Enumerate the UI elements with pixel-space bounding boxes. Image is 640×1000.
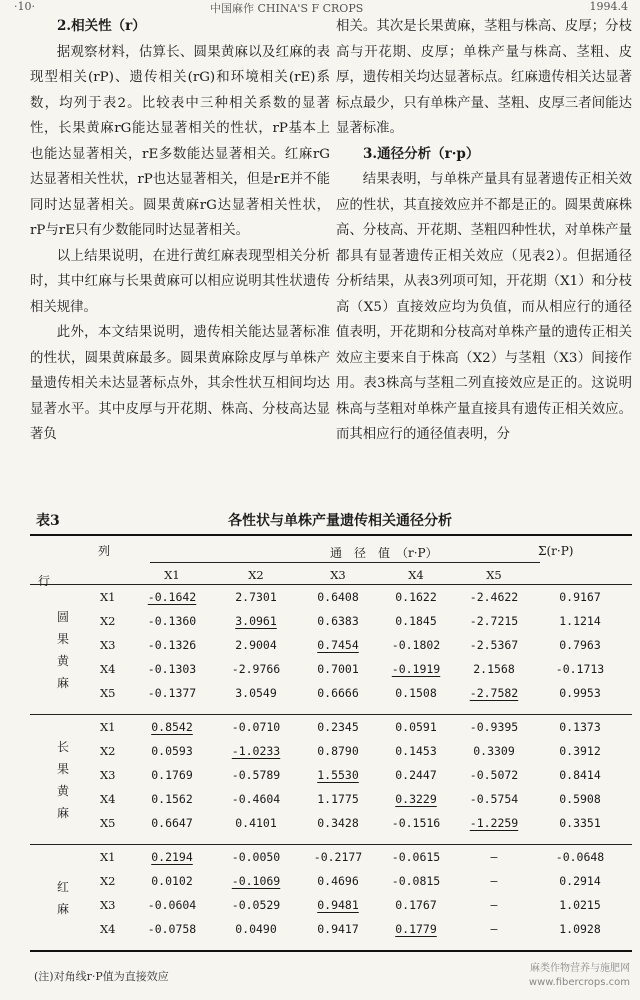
sum-cell: 1.0215 (559, 898, 601, 912)
left-column (30, 14, 330, 448)
path-value-cell: 2.7301 (235, 590, 277, 604)
path-value-cell: 0.1562 (151, 792, 193, 806)
path-value-cell: 3.0549 (235, 686, 277, 700)
path-value-cell: -0.1377 (147, 686, 197, 700)
direct-effect-cell: -0.1919 (391, 662, 441, 676)
issue-number: 1994.4 (589, 0, 628, 13)
direct-effect-cell: 3.0961 (235, 614, 277, 628)
row-label: X2 (100, 614, 116, 628)
row-label: X2 (100, 744, 116, 758)
path-value-cell: 2.9004 (235, 638, 277, 652)
table-title (0, 510, 640, 532)
table-number: 表3 (36, 513, 60, 529)
path-value-cell: -0.0758 (147, 922, 197, 936)
path-value-cell: — (490, 874, 498, 888)
path-value-cell: -0.0050 (231, 850, 281, 864)
header-bottom-rule (30, 584, 632, 585)
path-value-cell: -0.5789 (231, 768, 281, 782)
table-top-rule (30, 534, 632, 536)
path-value-cell: -0.2177 (313, 850, 363, 864)
row-label: X3 (100, 638, 116, 652)
sum-cell: 0.9167 (559, 590, 601, 604)
sum-cell: 1.1214 (559, 614, 601, 628)
group-label: 红 麻 (56, 880, 69, 916)
direct-effect-cell: 0.1779 (395, 922, 437, 936)
journal-name: 中国麻作 CHINA'S F CROPS (210, 2, 364, 15)
watermark-line: 麻类作物营养与施肥网 (530, 963, 630, 974)
sum-cell: -0.0648 (555, 850, 605, 864)
sum-cell: 0.8414 (559, 768, 601, 782)
group-label: 圆 果 黄 麻 (56, 610, 69, 690)
paragraph: 结果表明，与单株产量具有显著遗传正相关效应的性状，其直接效应并不都是正的。圆果黄麻株高、分枝高、开花期、茎粗四种性状，对单株产量都具有显著遗传正相关效应（见表2）。但据通径分析结果，从表3列项可知，开花期（X1）和分枝高（X5）直接效应均为负值，而从相应行的通径值表明，开花期和分枝高对单株产量的遗传正相关效应主要来自于株高（X2）与茎粗（X3）间接作用。表3株高与茎粗二列直接效应是正的。这说明株高与茎粗对单株产量直接具有遗传正相关效应。而其相应行的通径值表明，分 (336, 172, 632, 442)
table-bottom-rule (30, 950, 632, 952)
sum-cell: 0.9953 (559, 686, 601, 700)
path-value-cell: 0.6408 (317, 590, 359, 604)
table-caption: 各性状与单株产量遗传相关通径分析 (228, 513, 452, 529)
path-value-cell: -0.0710 (231, 720, 281, 734)
watermark (529, 962, 630, 990)
sum-cell: 0.5908 (559, 792, 601, 806)
section-heading-path-analysis: 3.通径分析（r·p） (363, 145, 480, 162)
path-value-cell: 0.1508 (395, 686, 437, 700)
path-value-cell: -0.0604 (147, 898, 197, 912)
path-value-header: 通 径 值 （r·P） (330, 546, 438, 560)
direct-effect-cell: -1.2259 (469, 816, 519, 830)
watermark-line: www.fibercrops.com (528, 977, 630, 988)
path-value-cell: 1.1775 (317, 792, 359, 806)
sum-cell: -0.1713 (555, 662, 605, 676)
path-value-cell: -0.0615 (391, 850, 441, 864)
path-value-cell: 0.9417 (317, 922, 359, 936)
path-value-cell: 0.7001 (317, 662, 359, 676)
row-label: X4 (100, 792, 116, 806)
row-label: X1 (100, 850, 116, 864)
row-label: X2 (100, 874, 116, 888)
direct-effect-cell: -2.7582 (469, 686, 519, 700)
sum-cell: 0.2914 (559, 874, 601, 888)
path-value-cell: -0.0529 (231, 898, 281, 912)
table-note: (注)对角线r·P值为直接效应 (34, 970, 169, 983)
path-value-cell: -0.1360 (147, 614, 197, 628)
path-value-cell: -2.9766 (231, 662, 281, 676)
header-sub-rule (150, 562, 540, 563)
path-value-cell: 0.2345 (317, 720, 359, 734)
group-separator-rule (30, 714, 632, 715)
sum-cell: 0.3912 (559, 744, 601, 758)
path-value-cell: 0.3428 (317, 816, 359, 830)
path-value-cell: 0.4101 (235, 816, 277, 830)
row-label: X5 (100, 686, 116, 700)
path-value-cell: 0.1769 (151, 768, 193, 782)
paragraph: 相关。其次是长果黄麻，茎粗与株高、皮厚；分枝高与开花期、皮厚；单株产量与株高、茎粗、皮厚，遗传相关均达显著标点。红麻遗传相关达显著标点最少，只有单株产量、茎粗、皮厚三者间能达显著标准。 (336, 19, 632, 136)
path-value-cell: -0.5754 (469, 792, 519, 806)
paragraph: 据观察材料，估算长、圆果黄麻以及红麻的表现型相关(rP)、遗传相关(rG)和环境相关(rE)系数，均列于表2。比较表中三种相关系数的显著性，长果黄麻rG能达显著相关的性状，rP基本上也能达显著相关，rE多数能达显著相关。红麻rG达显著相关性状，rP也达显著相关，但是rE并不能同时达显著相关。圆果黄麻rG达显著相关性状，rP与rE只有少数能同时达显著相关。 (30, 44, 330, 238)
direct-effect-cell: 0.2194 (151, 850, 193, 864)
sum-header: Σ(r·P) (538, 544, 574, 558)
right-column (336, 14, 632, 448)
path-value-cell: -0.1326 (147, 638, 197, 652)
sum-cell: 1.0928 (559, 922, 601, 936)
path-value-cell: 0.1622 (395, 590, 437, 604)
path-value-cell: -0.5072 (469, 768, 519, 782)
row-label: X4 (100, 662, 116, 676)
path-value-cell: 0.6647 (151, 816, 193, 830)
row-label: X5 (100, 816, 116, 830)
direct-effect-cell: 0.9481 (317, 898, 359, 912)
paragraph: 此外，本文结果说明，遗传相关能达显著标准的性状，圆果黄麻最多。圆果黄麻除皮厚与单株产量遗传相关未达显著标点外，其余性状互相间均达显著水平。其中皮厚与开花期、株高、分枝高达显著负 (30, 325, 330, 442)
row-label: X1 (100, 720, 116, 734)
path-value-cell: 2.1568 (473, 662, 515, 676)
group-label: 长 果 黄 麻 (56, 740, 69, 820)
row-label: X3 (100, 898, 116, 912)
path-value-cell: 0.6383 (317, 614, 359, 628)
sum-cell: 0.7963 (559, 638, 601, 652)
path-value-cell: — (490, 850, 498, 864)
paragraph: 以上结果说明，在进行黄红麻表现型相关分析时，其中红麻与长果黄麻可以相应说明其性状遗传相关规律。 (30, 248, 330, 315)
path-value-cell: -2.7215 (469, 614, 519, 628)
column-header: X4 (408, 568, 424, 582)
row-label: X1 (100, 590, 116, 604)
path-value-cell: 0.3309 (473, 744, 515, 758)
group-separator-rule (30, 844, 632, 845)
path-value-cell: -0.9395 (469, 720, 519, 734)
sum-cell: 0.3351 (559, 816, 601, 830)
direct-effect-cell: 0.3229 (395, 792, 437, 806)
path-value-cell: -0.0815 (391, 874, 441, 888)
sum-cell: 0.1373 (559, 720, 601, 734)
path-value-cell: 0.2447 (395, 768, 437, 782)
path-value-cell: -0.1516 (391, 816, 441, 830)
path-value-cell: -2.5367 (469, 638, 519, 652)
path-value-cell: -2.4622 (469, 590, 519, 604)
row-label: X4 (100, 922, 116, 936)
direct-effect-cell: 1.5530 (317, 768, 359, 782)
page-number: ·10· (14, 0, 35, 13)
path-value-cell: 0.0102 (151, 874, 193, 888)
direct-effect-cell: -0.1069 (231, 874, 281, 888)
column-header: X3 (330, 568, 346, 582)
direct-effect-cell: 0.8542 (151, 720, 193, 734)
column-header: X2 (248, 568, 264, 582)
direct-effect-cell: -0.1642 (147, 590, 197, 604)
path-value-cell: — (490, 898, 498, 912)
path-value-cell: 0.4696 (317, 874, 359, 888)
path-value-cell: -0.1303 (147, 662, 197, 676)
row-label: X3 (100, 768, 116, 782)
direct-effect-cell: -1.0233 (231, 744, 281, 758)
direct-effect-cell: 0.7454 (317, 638, 359, 652)
section-heading-correlation: 2.相关性（r） (57, 18, 146, 34)
path-value-cell: -0.1802 (391, 638, 441, 652)
path-value-cell: 0.6666 (317, 686, 359, 700)
path-value-cell: 0.0593 (151, 744, 193, 758)
path-value-cell: 0.1767 (395, 898, 437, 912)
path-value-cell: — (490, 922, 498, 936)
path-value-cell: 0.0591 (395, 720, 437, 734)
column-header: X5 (486, 568, 502, 582)
path-value-cell: 0.1453 (395, 744, 437, 758)
path-value-cell: 0.1845 (395, 614, 437, 628)
column-header: X1 (164, 568, 180, 582)
path-value-cell: 0.0490 (235, 922, 277, 936)
corner-column-label: 列 (98, 544, 111, 558)
path-value-cell: 0.8790 (317, 744, 359, 758)
corner-row-label: 行 (38, 574, 51, 588)
path-value-cell: -0.4604 (231, 792, 281, 806)
